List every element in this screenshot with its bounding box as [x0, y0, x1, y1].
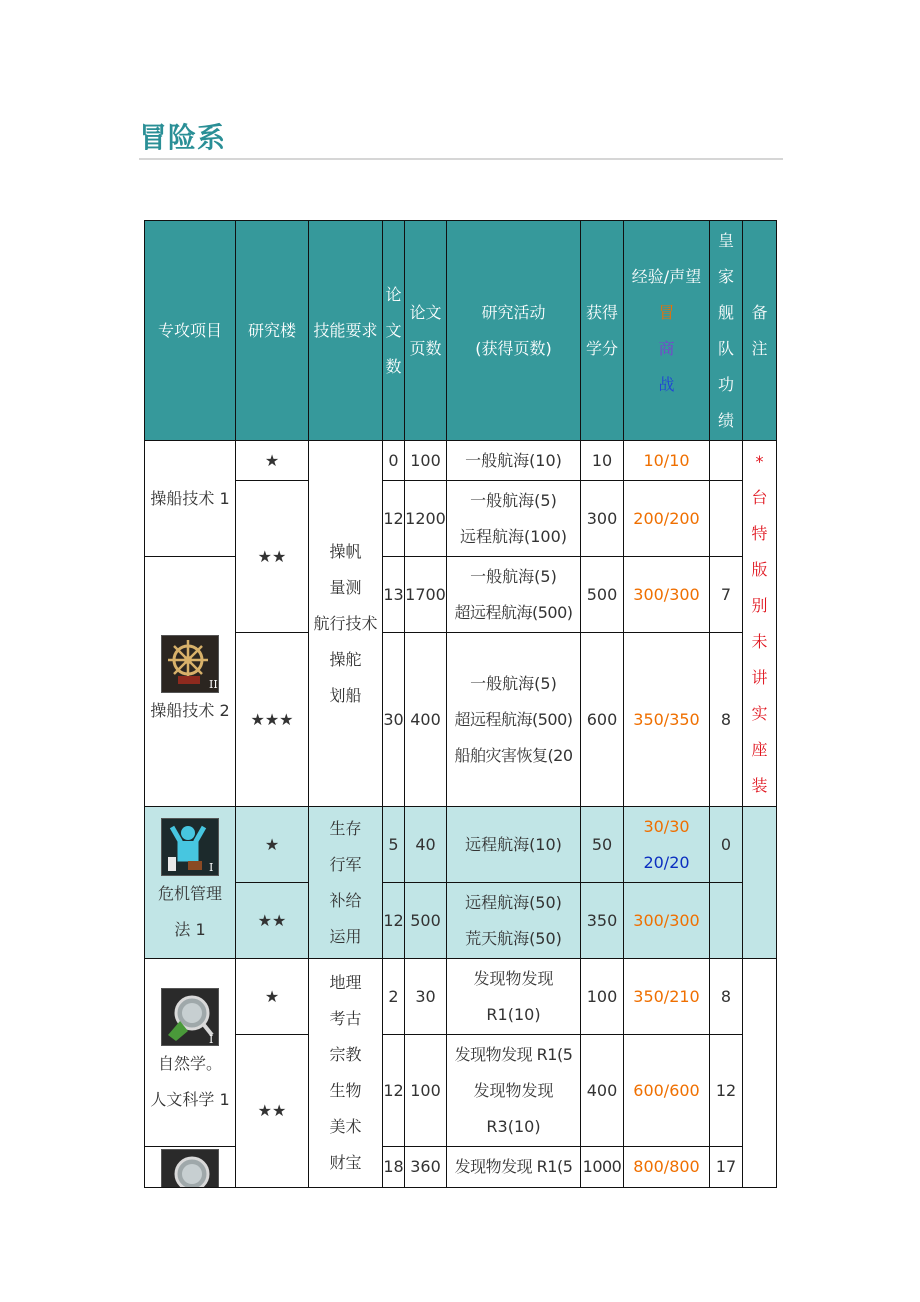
papers-cell: 12 [383, 481, 405, 557]
credits-cell: 350 [581, 883, 624, 959]
pages-cell: 100 [405, 1035, 447, 1147]
survivor-icon [161, 818, 219, 876]
stars-cell: ★★ [236, 883, 309, 959]
header-note: 备 注 [743, 221, 777, 441]
header-skill: 专攻项目 [145, 221, 236, 441]
papers-cell: 5 [383, 807, 405, 883]
fleet-cell: 0 [710, 807, 743, 883]
table-row [145, 807, 777, 883]
pages-cell: 100 [405, 441, 447, 481]
header-credits: 获得 学分 [581, 221, 624, 441]
activity-cell: 发现物发现 R1(5 [447, 1147, 581, 1188]
skill-cell [145, 959, 236, 1147]
fleet-cell: 8 [710, 959, 743, 1035]
credits-cell: 1000 [581, 1147, 624, 1188]
exp-cell: 10/10 [624, 441, 710, 481]
title-divider [139, 158, 783, 160]
skill-cell: II 操船技术 2 [145, 557, 236, 807]
papers-cell: 12 [383, 883, 405, 959]
exp-cell: 600/600 [624, 1035, 710, 1147]
table-row [145, 633, 777, 807]
fleet-cell: 7 [710, 557, 743, 633]
pages-cell: 40 [405, 807, 447, 883]
stars-cell: ★★ [236, 481, 309, 633]
papers-cell: 0 [383, 441, 405, 481]
exp-cell: 30/30 20/20 [624, 807, 710, 883]
skill-name-line: 法 1 [174, 919, 206, 939]
activity-cell: 一般航海(5) 超远程航海(500) [447, 557, 581, 633]
activity-cell: 发现物发现 R1(10) [447, 959, 581, 1035]
skill-cell [145, 807, 236, 959]
exp-cell: 300/300 [624, 883, 710, 959]
stars-cell: ★ [236, 807, 309, 883]
credits-cell: 50 [581, 807, 624, 883]
fleet-cell: 12 [710, 1035, 743, 1147]
skill-name-line: 人文科学 1 [150, 1089, 230, 1109]
svg-text:I: I [209, 1032, 214, 1045]
requirement-cell: 地理 考古 宗教 生物 美术 财宝 [309, 959, 383, 1188]
header-papers: 论 文 数 [383, 221, 405, 441]
table-row [145, 441, 777, 481]
papers-cell: 18 [383, 1147, 405, 1188]
pages-cell: 30 [405, 959, 447, 1035]
skill-name-line: 危机管理 [157, 883, 222, 903]
table-row [145, 481, 777, 557]
page-title: 冒险系 [139, 121, 227, 154]
svg-text:II: II [209, 677, 218, 691]
fleet-cell [710, 441, 743, 481]
skill-table [144, 220, 777, 1188]
stars-cell: ★ [236, 441, 309, 481]
credits-cell: 400 [581, 1035, 624, 1147]
skill-name-line: 自然学。 [157, 1053, 222, 1073]
credits-cell: 10 [581, 441, 624, 481]
papers-cell: 30 [383, 633, 405, 807]
stars-cell: ★ [236, 959, 309, 1035]
header-pages: 论文 页数 [405, 221, 447, 441]
credits-cell: 100 [581, 959, 624, 1035]
activity-cell: 一般航海(10) [447, 441, 581, 481]
header-row [145, 221, 777, 441]
fleet-cell: 8 [710, 633, 743, 807]
ship-wheel-icon [161, 635, 219, 693]
magnifier-leaf-icon [161, 988, 219, 1046]
header-activity: 研究活动 (获得页数) [447, 221, 581, 441]
pages-cell: 1700 [405, 557, 447, 633]
activity-cell: 远程航海(10) [447, 807, 581, 883]
exp-cell: 800/800 [624, 1147, 710, 1188]
svg-text:I: I [209, 860, 214, 874]
activity-cell: 远程航海(50) 荒天航海(50) [447, 883, 581, 959]
note-cell [743, 959, 777, 1188]
skill-cell [145, 1147, 236, 1188]
activity-cell: 发现物发现 R1(5 发现物发现 R3(10) [447, 1035, 581, 1147]
table-row [145, 1035, 777, 1147]
header-exp: 经验/声望 冒 商 战 [624, 221, 710, 441]
requirement-cell: 操帆 量测 航行技术 操舵 划船 [309, 441, 383, 807]
pages-cell: 360 [405, 1147, 447, 1188]
header-fleet: 皇 家 舰 队 功 绩 [710, 221, 743, 441]
fleet-cell: 17 [710, 1147, 743, 1188]
pages-cell: 500 [405, 883, 447, 959]
fleet-cell [710, 481, 743, 557]
requirement-cell: 生存 行军 补给 运用 [309, 807, 383, 959]
papers-cell: 2 [383, 959, 405, 1035]
exp-cell: 350/210 [624, 959, 710, 1035]
pages-cell: 400 [405, 633, 447, 807]
magnifier-leaf-icon [161, 1149, 219, 1187]
credits-cell: 500 [581, 557, 624, 633]
stars-cell: ★★★ [236, 633, 309, 807]
skill-cell: 操船技术 1 [145, 441, 236, 557]
credits-cell: 300 [581, 481, 624, 557]
header-building: 研究楼 [236, 221, 309, 441]
papers-cell: 12 [383, 1035, 405, 1147]
note-cell [743, 807, 777, 959]
fleet-cell [710, 883, 743, 959]
note-cell: * 台 特 版 别 未 讲 实 座 装 [743, 441, 777, 807]
exp-cell: 350/350 [624, 633, 710, 807]
activity-cell: 一般航海(5) 超远程航海(500) 船舶灾害恢复(20 [447, 633, 581, 807]
exp-cell: 300/300 [624, 557, 710, 633]
table-row [145, 959, 777, 1035]
activity-cell: 一般航海(5) 远程航海(100) [447, 481, 581, 557]
papers-cell: 13 [383, 557, 405, 633]
credits-cell: 600 [581, 633, 624, 807]
exp-cell: 200/200 [624, 481, 710, 557]
table-row [145, 883, 777, 959]
pages-cell: 1200 [405, 481, 447, 557]
header-requirement: 技能要求 [309, 221, 383, 441]
stars-cell: ★★ [236, 1035, 309, 1188]
